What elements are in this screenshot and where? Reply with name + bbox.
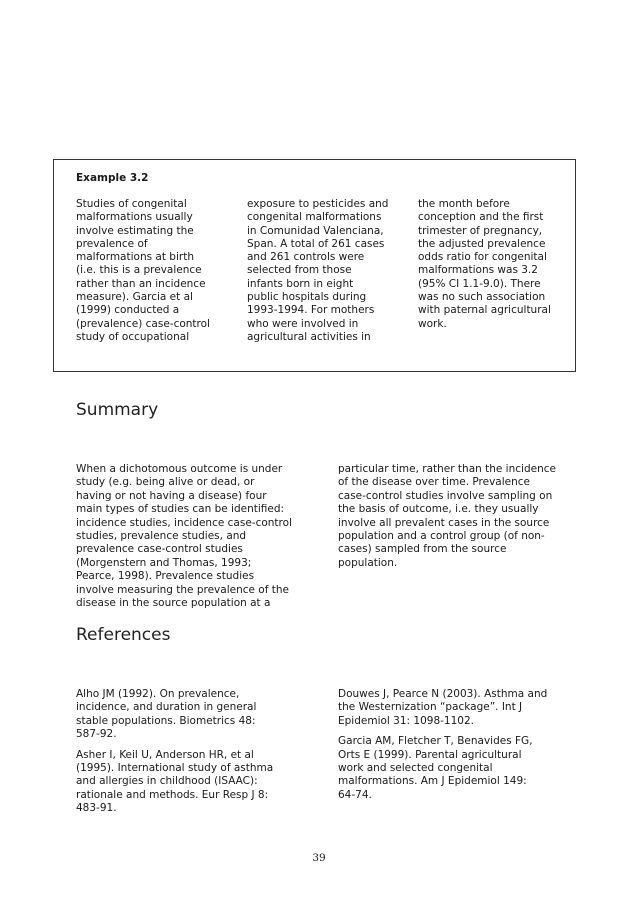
reference-item: Alho JM (1992). On prevalence, incidence, and duration in general stable populations. Biometrics 48: 587-92. — [76, 688, 257, 741]
example-box — [53, 159, 576, 372]
references-heading: References — [76, 625, 171, 645]
summary-heading: Summary — [76, 400, 159, 420]
example-column-3: the month before conception and the first trimester of pregnancy, the adjusted prevalence odds ratio for congenital malformations was 3.2 (95% CI 1.1-9.0). There was no such association with paternal agricultural work. — [418, 198, 551, 330]
summary-column-left: When a dichotomous outcome is under study (e.g. being alive or dead, or having or not having a disease) four main types of studies can be identified: incidence studies, incidence case-control studies, prevalence studies, and prevalence case-control studies (Morgenstern and Thomas, 1993; Pearce, 1998). Prevalence studies involve measuring the prevalence of the disease in the source population at a — [76, 463, 292, 610]
page-number: 39 — [312, 852, 326, 864]
reference-item: Garcia AM, Fletcher T, Benavides FG, Orts E (1999). Parental agricultural work and selected congenital malformations. Am J Epidemiol 149: 64-74. — [338, 735, 533, 801]
example-column-2: exposure to pesticides and congenital malformations in Comunidad Valenciana, Span. A total of 261 cases and 261 controls were selected from those infants born in eight public hospitals during 1993-1994. For mothers who were involved in agricultural activities in — [247, 198, 389, 343]
reference-item: Douwes J, Pearce N (2003). Asthma and the Westernization “package”. Int J Epidemiol 31: 1098-1102. — [338, 688, 548, 727]
reference-item: Asher I, Keil U, Anderson HR, et al (1995). International study of asthma and allergies in childhood (ISAAC): rationale and methods. Eur Resp J 8: 483-91. — [76, 748, 274, 815]
references-column-left — [76, 688, 316, 823]
summary-column-right: particular time, rather than the incidence of the disease over time. Prevalence case-control studies involve sampling on the basis of outcome, i.e. they usually involve all prevalent cases in the source population and a control group (of non- cases) sampled from the source population. — [338, 463, 556, 569]
example-title: Example 3.2 — [76, 172, 149, 184]
example-column-1: Studies of congenital malformations usually involve estimating the prevalence of malformations at birth (i.e. this is a prevalence rather than an incidence measure). Garcia et al (1999) conducted a (prevalence) case-control study of occupational — [76, 198, 210, 343]
references-column-right — [338, 688, 578, 809]
